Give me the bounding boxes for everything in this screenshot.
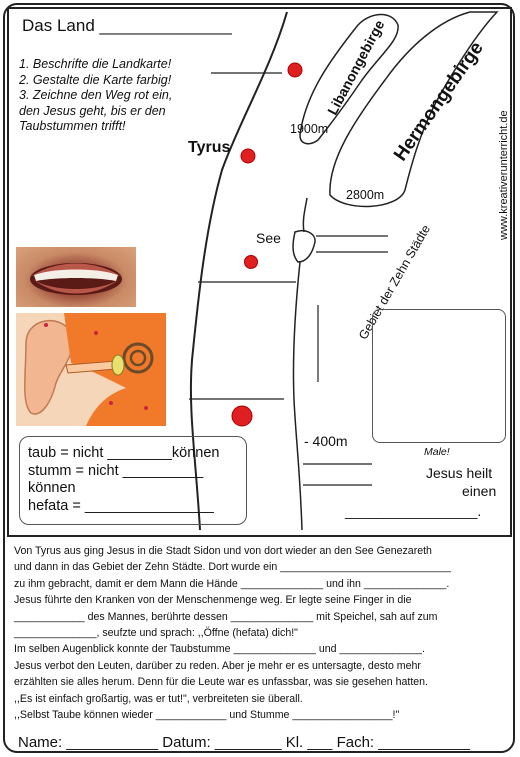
label-see: See [256, 230, 281, 246]
story-line: Im selben Augenblick konnte der Taubstumme ______________ und ______________. [14, 643, 425, 656]
label-hermongebirge: Hermongebirge [390, 37, 488, 166]
task-line: 3. Zeichne den Weg rot ein, [19, 88, 173, 102]
city-dot-south [232, 406, 252, 426]
page-title: Das Land ______________ [22, 16, 232, 35]
story-line: erzählten sie alles herum. Denn für die Leute war es unfassbar, was sie gesehen hatten. [14, 676, 428, 689]
drawing-box[interactable] [372, 309, 506, 443]
vocab-box [19, 436, 247, 525]
mouth-photo [16, 247, 136, 307]
label-minus400: - 400m [304, 433, 348, 449]
label-1900m: 1900m [290, 122, 329, 136]
task-line: 2. Gestalte die Karte farbig! [19, 72, 172, 87]
story-line: Von Tyrus aus ging Jesus in die Stadt Sidon und von dort wieder an den See Genezareth [14, 545, 432, 557]
male-label: Male! [424, 446, 450, 458]
label-zehn-staedte: Gebiet der Zehn Städte [356, 222, 434, 342]
caption-jesus-heilt: Jesus heilt [426, 465, 493, 481]
jordan-river-south [293, 262, 302, 530]
task-line: Taubstummen trifft! [19, 119, 126, 133]
lake-genezareth [293, 231, 315, 262]
caption-einen: einen [462, 483, 497, 499]
label-2800m: 2800m [346, 188, 385, 202]
city-dot-kafarnaum [245, 256, 258, 269]
story-line: ______________, seufzte und sprach: ,,Öffne (hefata) dich!" [14, 627, 298, 640]
story-line: Jesus verbot den Leuten, darüber zu reden. Aber je mehr er es untersagte, desto mehr [14, 659, 421, 672]
task-list [19, 57, 219, 135]
label-tyrus: Tyrus [188, 139, 231, 156]
ear-diagram [16, 313, 166, 426]
vocab-koennen: können [28, 480, 76, 496]
story-line: ,,Es ist einfach großartig, was er tut!", verbreiteten sie überall. [14, 692, 303, 705]
city-dot-tyrus [241, 149, 255, 163]
vocab-taub: taub = nicht ________können [28, 445, 220, 461]
story-line: und dann in das Gebiet der Zehn Städte. Dort wurde ein _____________________________ [14, 561, 452, 574]
story-line: ____________ des Mannes, berührte dessen ______________ mit Speichel, sah auf zum [14, 610, 438, 623]
vocab-hefata: hefata = ________________ [28, 497, 214, 514]
story-line: Jesus führte den Kranken von der Menschenmenge weg. Er legte seine Finger in die [14, 594, 412, 607]
task-line: 1. Beschrifte die Landkarte! [19, 57, 172, 71]
story-line: ,,Selbst Taube können wieder ____________ und Stumme _________________!" [14, 709, 400, 722]
jordan-river-north [303, 198, 307, 232]
city-dot-sidon [288, 63, 302, 77]
task-line: den Jesus geht, bis er den [19, 103, 166, 118]
website-label: www.kreativerunterricht.de [498, 110, 510, 240]
label-libanongebirge: Libanongebirge [324, 17, 388, 118]
vocab-stumm: stumm = nicht __________ [28, 462, 204, 479]
story-text [14, 543, 510, 723]
footer-fields: Name: ___________ Datum: ________ Kl. ___ Fach: ___________ [18, 734, 471, 751]
story-line: zu ihm gebracht, damit er dem Mann die Hände ______________ und ihn ______________. [14, 577, 450, 590]
caption-blank: _________________. [345, 503, 482, 519]
